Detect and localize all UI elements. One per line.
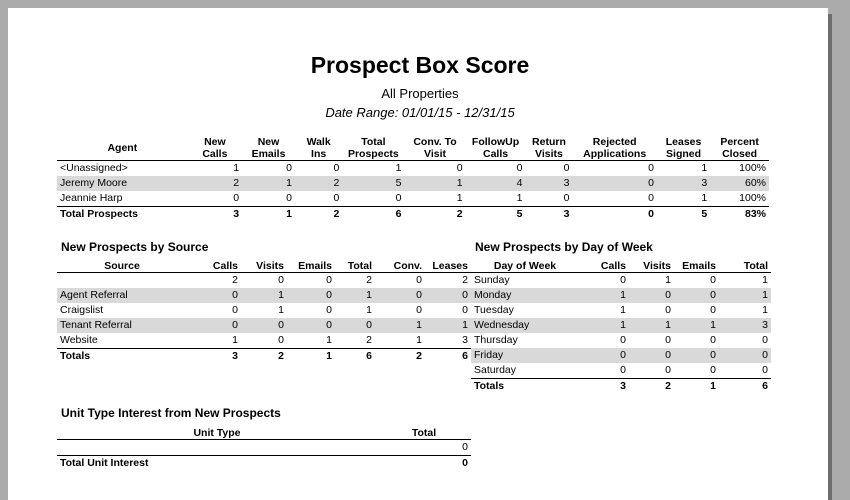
table-cell: 0 (416, 304, 422, 316)
table-cell: 0 (665, 364, 671, 376)
table-cell: 1 (701, 162, 708, 174)
table-cell: 0 (333, 192, 340, 204)
table-cell: 2 (295, 176, 342, 191)
table-cell: 2 (188, 176, 242, 191)
total-cell: Totals (471, 379, 579, 395)
table-cell: 0 (286, 162, 292, 174)
column-header (57, 136, 188, 161)
total-cell: 5 (466, 207, 526, 223)
total-cell: 0 (377, 456, 471, 472)
table-cell: 0 (278, 274, 284, 286)
table-cell: 1 (242, 176, 295, 191)
table-cell: 2 (232, 274, 238, 286)
column-header-line: Signed (666, 148, 702, 160)
table-cell: 1 (278, 304, 284, 316)
table-cell: 1 (326, 334, 332, 346)
day-header-row (471, 257, 771, 273)
table-cell: 4 (466, 176, 526, 191)
column-header-line: Walk (306, 136, 331, 148)
table-cell: 0 (665, 304, 671, 316)
table-row (471, 333, 771, 348)
table-row (57, 191, 769, 207)
column-header-line: Rejected (592, 136, 637, 148)
table-cell: Wednesday (471, 318, 579, 333)
total-cell: 6 (425, 349, 471, 365)
table-cell: 0 (462, 441, 468, 453)
column-header (466, 136, 526, 161)
table-cell: 1 (762, 304, 768, 316)
total-cell: 2 (295, 207, 342, 223)
column-header-line: New (257, 136, 280, 148)
table-cell: 1 (701, 192, 708, 204)
report-title: Prospect Box Score (310, 52, 530, 78)
table-row (471, 273, 771, 289)
table-cell: 3 (462, 334, 468, 346)
table-cell: 1 (233, 162, 240, 174)
table-cell: 0 (326, 274, 332, 286)
column-header: Unit Type (57, 424, 377, 440)
table-cell: 0 (629, 288, 674, 303)
table-cell: 0 (719, 348, 771, 363)
column-header-line: Prospects (347, 148, 399, 160)
table-cell: 2 (366, 274, 372, 286)
table-cell: 1 (366, 304, 372, 316)
total-cell: Total Unit Interest (57, 456, 377, 472)
table-cell: 1 (404, 176, 465, 191)
total-cell: Total Prospects (57, 207, 188, 223)
table-cell: 0 (462, 304, 468, 316)
column-header: Total (719, 257, 771, 273)
table-cell (57, 273, 187, 289)
column-header: Visits (241, 257, 287, 273)
table-cell: 0 (335, 318, 375, 333)
table-cell: 0 (563, 162, 570, 174)
unit-section-title: Unit Type Interest from New Prospects (61, 406, 281, 420)
table-cell: 1 (241, 288, 287, 303)
table-cell: 0 (563, 192, 570, 204)
table-cell: Agent Referral (57, 288, 187, 303)
total-cell: 3 (188, 207, 242, 223)
table-cell: 1 (762, 274, 768, 286)
column-header: Total (377, 424, 471, 440)
column-header (657, 136, 710, 161)
table-row (57, 303, 471, 318)
table-cell: 0 (620, 334, 626, 346)
total-cell: 3 (187, 349, 241, 365)
table-row (57, 318, 471, 333)
column-header-line: Total (361, 136, 386, 148)
source-section-title: New Prospects by Source (61, 240, 209, 254)
table-row (57, 273, 471, 289)
column-header (710, 136, 769, 161)
column-header: Total (335, 257, 375, 273)
table-row (471, 318, 771, 333)
total-cell: 2 (629, 379, 674, 395)
column-header-line: Agent (107, 142, 138, 154)
total-row (57, 349, 471, 365)
table-cell: 1 (629, 318, 674, 333)
table-cell: 100% (739, 192, 766, 204)
table-cell: 0 (241, 318, 287, 333)
table-cell: 1 (416, 334, 422, 346)
table-cell: 0 (187, 288, 241, 303)
table-row (471, 288, 771, 303)
table-cell: Thursday (474, 334, 518, 346)
column-header-line: New (204, 136, 226, 148)
table-cell: 0 (762, 334, 768, 346)
column-header-line: Conv. To (413, 136, 457, 148)
table-cell: 0 (287, 288, 335, 303)
total-cell: 5 (657, 207, 710, 223)
total-cell: 6 (335, 349, 375, 365)
table-cell: 3 (526, 176, 573, 191)
table-cell: 0 (674, 288, 719, 303)
column-header: Visits (629, 257, 674, 273)
column-header-line: Emails (251, 148, 286, 160)
column-header: Emails (287, 257, 335, 273)
table-cell: 0 (674, 348, 719, 363)
source-header-row (57, 257, 471, 273)
table-cell: 0 (648, 192, 654, 204)
table-cell: 0 (456, 162, 463, 174)
table-cell: 1 (335, 288, 375, 303)
column-header: Leases (425, 257, 471, 273)
column-header-line: Ins (311, 148, 327, 160)
table-cell: 1 (665, 274, 671, 286)
table-cell: Monday (471, 288, 579, 303)
date-range: Date Range: 01/01/15 - 12/31/15 (325, 105, 515, 120)
table-row (57, 161, 769, 177)
table-cell: 100% (739, 162, 766, 174)
table-cell: 0 (762, 364, 768, 376)
total-row (57, 456, 471, 472)
table-cell: 1 (516, 192, 523, 204)
column-header (404, 136, 465, 161)
column-header (572, 136, 657, 161)
table-row (471, 363, 771, 379)
column-header: Conv. (375, 257, 425, 273)
table-cell: 0 (416, 274, 422, 286)
column-header-line: Visit (424, 148, 446, 160)
column-header: Emails (674, 257, 719, 273)
table-cell: 0 (326, 304, 332, 316)
unit-header-row (57, 424, 471, 440)
table-cell: 1 (620, 304, 626, 316)
total-cell: 1 (674, 379, 719, 395)
column-header-line: Calls (482, 148, 509, 160)
table-cell: 0 (665, 334, 671, 346)
table-cell: 1 (425, 318, 471, 333)
table-cell: 3 (657, 176, 710, 191)
table-cell: Tuesday (474, 304, 514, 316)
column-header (295, 136, 342, 161)
table-cell: 1 (674, 318, 719, 333)
agent-table (57, 136, 769, 222)
table-cell: 1 (375, 318, 425, 333)
table-cell: 0 (710, 274, 716, 286)
table-cell: 0 (572, 176, 657, 191)
column-header-line: Leases (665, 136, 702, 148)
table-cell: 0 (648, 162, 654, 174)
table-cell: Craigslist (60, 304, 104, 316)
table-row (57, 333, 471, 349)
column-header-line: Applications (583, 148, 647, 160)
column-header-line: Percent (720, 136, 759, 148)
column-header: Day of Week (471, 257, 579, 273)
table-cell: 0 (710, 304, 716, 316)
table-cell: Friday (471, 348, 579, 363)
table-cell: 0 (278, 334, 284, 346)
table-cell: 0 (286, 192, 292, 204)
table-cell: 1 (579, 288, 629, 303)
unit-table (57, 424, 471, 471)
table-cell: 0 (620, 364, 626, 376)
table-cell: 1 (456, 192, 463, 204)
table-cell: 0 (375, 288, 425, 303)
column-header-line: Return (532, 136, 566, 148)
total-cell: 6 (719, 379, 771, 395)
table-cell: 0 (710, 334, 716, 346)
column-header-line: FollowUp (471, 136, 520, 148)
column-header-line: Calls (202, 148, 228, 160)
table-cell: 0 (232, 304, 238, 316)
table-row (57, 288, 471, 303)
table-row (471, 303, 771, 318)
table-cell: 2 (366, 334, 372, 346)
table-cell: 0 (187, 318, 241, 333)
total-cell: 0 (572, 207, 657, 223)
table-row (57, 440, 471, 456)
table-cell: Website (60, 334, 98, 346)
table-cell: 1 (395, 162, 402, 174)
table-cell: 0 (333, 162, 340, 174)
table-cell: Tenant Referral (57, 318, 187, 333)
table-cell: 0 (620, 274, 626, 286)
day-section-title: New Prospects by Day of Week (475, 240, 653, 254)
table-cell: 3 (719, 318, 771, 333)
column-header (342, 136, 404, 161)
column-header-line: Closed (722, 148, 758, 160)
table-cell: 0 (425, 288, 471, 303)
total-cell: 2 (375, 349, 425, 365)
total-row (471, 379, 771, 395)
agent-header-row (57, 136, 769, 161)
total-cell: 3 (526, 207, 573, 223)
total-cell: 3 (579, 379, 629, 395)
table-cell: 0 (516, 162, 523, 174)
table-cell: 2 (462, 274, 468, 286)
table-cell: 60% (710, 176, 769, 191)
column-header (188, 136, 242, 161)
table-cell: 0 (629, 348, 674, 363)
total-cell: 1 (242, 207, 295, 223)
table-cell: 0 (710, 364, 716, 376)
table-cell: Jeremy Moore (57, 176, 188, 191)
total-cell: 83% (710, 207, 769, 223)
table-cell: 5 (342, 176, 404, 191)
table-cell: 0 (233, 192, 240, 204)
report-subtitle: All Properties (381, 86, 459, 101)
total-cell: 1 (287, 349, 335, 365)
table-cell: 1 (232, 334, 238, 346)
table-cell (57, 440, 377, 456)
column-header: Source (57, 257, 187, 273)
day-table (471, 257, 771, 394)
total-cell: Totals (57, 349, 187, 365)
source-table (57, 257, 471, 364)
table-cell: 0 (579, 348, 629, 363)
column-header: Calls (579, 257, 629, 273)
table-row (471, 348, 771, 363)
table-cell: Saturday (474, 364, 517, 376)
total-cell: 2 (241, 349, 287, 365)
table-cell: 1 (719, 288, 771, 303)
table-cell: Jeannie Harp (60, 192, 123, 204)
column-header-line: Visits (535, 148, 563, 160)
table-cell: 0 (395, 192, 402, 204)
total-row (57, 207, 769, 223)
total-cell: 6 (342, 207, 404, 223)
table-cell: Sunday (474, 274, 510, 286)
table-cell: 0 (287, 318, 335, 333)
total-cell: 2 (404, 207, 465, 223)
column-header: Calls (187, 257, 241, 273)
column-header (526, 136, 573, 161)
table-cell: 1 (579, 318, 629, 333)
column-header (242, 136, 295, 161)
table-cell: <Unassigned> (60, 162, 128, 174)
table-row (57, 176, 769, 191)
